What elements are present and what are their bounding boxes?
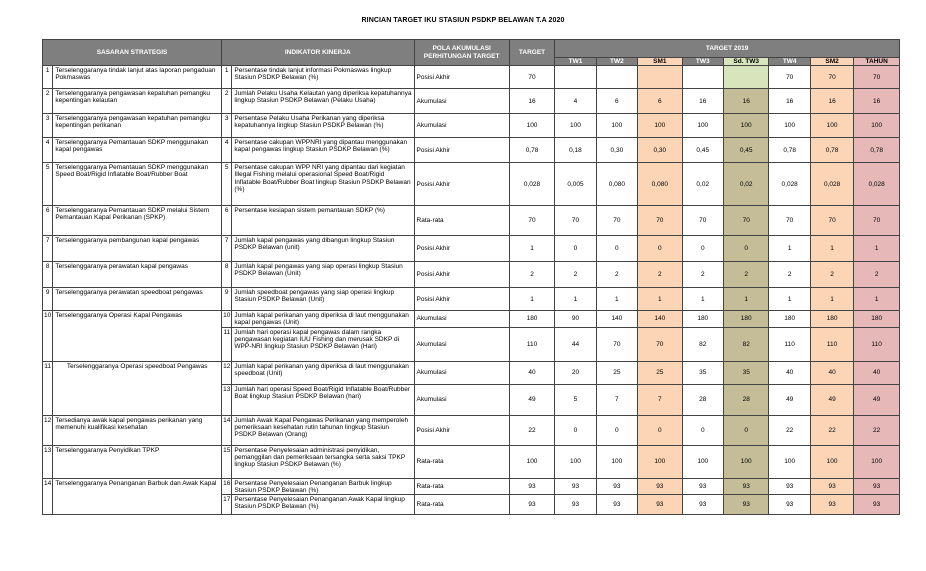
sasaran-strategis: Tersedianya awak kapal pengawas perikanan yang memenuhi kualifikasi kesehatan [53, 415, 222, 445]
value-sm1: 70 [638, 327, 683, 361]
table-row [43, 415, 900, 445]
value-tahun: 16 [854, 89, 900, 114]
value-sm2: 70 [810, 206, 853, 236]
sasaran-strategis: Terselenggaranya pengawasan kepatuhan pemangku kepentingan perikanan [53, 114, 222, 138]
value-target: 1 [509, 236, 555, 262]
value-tw3: 0,02 [682, 163, 723, 206]
header-sm1: SM1 [638, 58, 683, 66]
header-indikator: INDIKATOR KINERJA [222, 40, 415, 66]
indikator-number: 4 [222, 138, 232, 163]
value-tahun: 22 [854, 415, 900, 445]
value-tw4: 70 [769, 206, 810, 236]
pola-akumulasi: Akumulasi [414, 114, 509, 138]
pola-akumulasi: Akumulasi [414, 384, 509, 415]
value-tw4: 100 [769, 445, 810, 478]
value-target: 93 [509, 495, 555, 515]
table-row [43, 478, 900, 494]
value-tw3: 28 [682, 384, 723, 415]
value-tahun: 93 [854, 478, 900, 494]
value-sm1: 0,30 [638, 138, 683, 163]
table-row [43, 66, 900, 89]
pola-akumulasi: Akumulasi [414, 361, 509, 384]
table-row [43, 361, 900, 384]
value-tw1: 93 [555, 495, 596, 515]
table-row [43, 311, 900, 327]
indikator-kinerja: Jumlah speedboat pengawas yang siap operasi lingkup Stasiun PSDKP Belawan (Unit) [232, 288, 414, 311]
indikator-number: 8 [222, 262, 232, 288]
value-tw3: 2 [682, 262, 723, 288]
value-tw4: 180 [769, 311, 810, 327]
table-row [43, 445, 900, 478]
value-sdtw3: 0,02 [723, 163, 769, 206]
indikator-number: 14 [222, 415, 232, 445]
value-sm2: 2 [810, 262, 853, 288]
indikator-kinerja: Persentase Pelaku Usaha Perikanan yang diperiksa kepatuhannya lingkup Stasiun PSDKP Belawan (%) [232, 114, 414, 138]
indikator-kinerja: Persentase Penyelesaian Penanganan Awak Kapal lingkup Stasiun PSDKP Belawan (%) [232, 495, 414, 515]
sasaran-strategis: Terselenggaranya pembangunan kapal pengawas [53, 236, 222, 262]
value-sm2: 93 [810, 478, 853, 494]
value-tw3: 82 [682, 327, 723, 361]
value-tahun: 1 [854, 288, 900, 311]
sasaran-number: 6 [43, 206, 53, 236]
indikator-number: 1 [222, 66, 232, 89]
value-tw3: 100 [682, 114, 723, 138]
value-tw4: 49 [769, 384, 810, 415]
value-tw3: 16 [682, 89, 723, 114]
value-tw2: 6 [596, 89, 637, 114]
pola-akumulasi: Posisi Akhir [414, 262, 509, 288]
value-sdtw3: 82 [723, 327, 769, 361]
value-tahun: 0,78 [854, 138, 900, 163]
value-tw4: 0,78 [769, 138, 810, 163]
value-tw1: 1 [555, 288, 596, 311]
value-tw4: 93 [769, 495, 810, 515]
value-tw3: 0,45 [682, 138, 723, 163]
value-target: 70 [509, 66, 555, 89]
value-tw4: 1 [769, 288, 810, 311]
value-tahun: 1 [854, 236, 900, 262]
value-tw4: 1 [769, 236, 810, 262]
indikator-number: 17 [222, 495, 232, 515]
value-sm2: 1 [810, 236, 853, 262]
indikator-number: 11 [222, 327, 232, 361]
table-row [43, 89, 900, 114]
value-target: 1 [509, 288, 555, 311]
value-tw1: 44 [555, 327, 596, 361]
value-sdtw3: 100 [723, 114, 769, 138]
table-row [43, 262, 900, 288]
pola-akumulasi: Rata-rata [414, 478, 509, 494]
value-tw4: 93 [769, 478, 810, 494]
indikator-number: 16 [222, 478, 232, 494]
value-tw2: 0,080 [596, 163, 637, 206]
sasaran-strategis: Terselenggaranya tindak lanjut atas laporan pengaduan Pokmaswas [53, 66, 222, 89]
value-tw2: 100 [596, 445, 637, 478]
value-sm2: 16 [810, 89, 853, 114]
value-tw2: 93 [596, 478, 637, 494]
value-tw1: 0,005 [555, 163, 596, 206]
page-title: RINCIAN TARGET IKU STASIUN PSDKP BELAWAN T.A 2020 [361, 17, 565, 24]
value-tw1: 0 [555, 236, 596, 262]
indikator-kinerja: Jumlah kapal pengawas yang dibangun lingkup Stasiun PSDKP Belawan (unit) [232, 236, 414, 262]
value-sm1: 0,080 [638, 163, 683, 206]
value-sm2: 0,028 [810, 163, 853, 206]
table-row [43, 206, 900, 236]
value-tw2: 100 [596, 114, 637, 138]
value-tw4: 40 [769, 361, 810, 384]
pola-akumulasi: Rata-rata [414, 495, 509, 515]
table-row [43, 114, 900, 138]
table-row [43, 138, 900, 163]
value-sm1: 6 [638, 89, 683, 114]
header-target-2019: TARGET 2019 [555, 40, 900, 58]
value-sdtw3: 0 [723, 236, 769, 262]
value-sm1: 93 [638, 495, 683, 515]
sasaran-number: 9 [43, 288, 53, 311]
indikator-number: 6 [222, 206, 232, 236]
value-tw2: 0 [596, 415, 637, 445]
header-tahun: TAHUN [854, 58, 900, 66]
value-target: 22 [509, 415, 555, 445]
value-tw2: 25 [596, 361, 637, 384]
indikator-number: 13 [222, 384, 232, 415]
value-target: 16 [509, 89, 555, 114]
value-tw3: 100 [682, 445, 723, 478]
value-target: 93 [509, 478, 555, 494]
value-sm1: 2 [638, 262, 683, 288]
value-tw2: 0 [596, 236, 637, 262]
value-tw1: 100 [555, 114, 596, 138]
indikator-kinerja: Persentase Penyelesaian Penanganan Barbuk lingkup Stasiun PSDKP Belawan (%) [232, 478, 414, 494]
value-sm1: 7 [638, 384, 683, 415]
value-target: 100 [509, 445, 555, 478]
pola-akumulasi: Posisi Akhir [414, 415, 509, 445]
value-tw2: 2 [596, 262, 637, 288]
value-target: 0,028 [509, 163, 555, 206]
value-sm2: 93 [810, 495, 853, 515]
value-sm2: 180 [810, 311, 853, 327]
value-tw1: 93 [555, 478, 596, 494]
value-tahun: 180 [854, 311, 900, 327]
sasaran-number: 4 [43, 138, 53, 163]
sasaran-number: 11 [43, 361, 53, 415]
sasaran-strategis: Terselenggaranya Pemantauan SDKP menggunakan Speed Boat/Rigid Inflatable Boat/Rubber Boat [53, 163, 222, 206]
pola-akumulasi: Akumulasi [414, 311, 509, 327]
value-sm1: 100 [638, 445, 683, 478]
value-tw3 [682, 66, 723, 89]
indikator-number: 3 [222, 114, 232, 138]
value-tw4: 22 [769, 415, 810, 445]
value-sdtw3: 100 [723, 445, 769, 478]
sasaran-strategis: Terselenggaranya Penanganan Barbuk dan Awak Kapal [53, 478, 222, 514]
value-sm2: 1 [810, 288, 853, 311]
sasaran-number: 14 [43, 478, 53, 514]
header-tw3: TW3 [682, 58, 723, 66]
value-tw1: 4 [555, 89, 596, 114]
value-target: 180 [509, 311, 555, 327]
sasaran-number: 2 [43, 89, 53, 114]
value-tw1: 20 [555, 361, 596, 384]
pola-akumulasi: Posisi Akhir [414, 138, 509, 163]
iku-target-table [42, 39, 900, 515]
value-sm1: 1 [638, 288, 683, 311]
value-sdtw3: 180 [723, 311, 769, 327]
pola-akumulasi: Rata-rata [414, 445, 509, 478]
value-tw1: 70 [555, 206, 596, 236]
value-sm2: 100 [810, 445, 853, 478]
value-tw3: 180 [682, 311, 723, 327]
indikator-number: 9 [222, 288, 232, 311]
header-sm2: SM2 [810, 58, 853, 66]
value-sdtw3: 93 [723, 478, 769, 494]
value-sm2: 22 [810, 415, 853, 445]
pola-akumulasi: Rata-rata [414, 206, 509, 236]
table-row [43, 163, 900, 206]
value-tahun: 70 [854, 206, 900, 236]
pola-akumulasi: Posisi Akhir [414, 66, 509, 89]
indikator-number: 5 [222, 163, 232, 206]
indikator-kinerja: Jumlah kapal pengawas yang siap operasi lingkup Stasiun PSDKP Belawan (Unit) [232, 262, 414, 288]
value-tw3: 1 [682, 288, 723, 311]
value-tw1: 2 [555, 262, 596, 288]
value-sm1: 93 [638, 478, 683, 494]
value-tw3: 0 [682, 236, 723, 262]
indikator-kinerja: Jumlah hari operasi kapal pengawas dalam rangka pengawasan kegiatan IUU Fishing dan merusak SDKP di WPP-NRI lingkup Stasiun PSDKP Belawan (Hari) [232, 327, 414, 361]
indikator-number: 10 [222, 311, 232, 327]
pola-akumulasi: Posisi Akhir [414, 236, 509, 262]
value-tw4: 0,028 [769, 163, 810, 206]
value-sdtw3 [723, 66, 769, 89]
value-tw4: 70 [769, 66, 810, 89]
value-sm2: 0,78 [810, 138, 853, 163]
value-tahun: 0,028 [854, 163, 900, 206]
pola-akumulasi: Akumulasi [414, 89, 509, 114]
sasaran-number: 1 [43, 66, 53, 89]
header-pola: POLA AKUMULASI PERHITUNGAN TARGET [414, 40, 509, 66]
value-sm2: 110 [810, 327, 853, 361]
value-tw1: 0,18 [555, 138, 596, 163]
value-tw3: 93 [682, 495, 723, 515]
value-sm1: 0 [638, 415, 683, 445]
value-target: 100 [509, 114, 555, 138]
indikator-number: 12 [222, 361, 232, 384]
indikator-kinerja: Jumlah hari operasi Speed Boat/Rigid Inflatable Boat/Rubber Boat lingkup Stasiun PSDKP Belawan (hari) [232, 384, 414, 415]
value-sm2: 70 [810, 66, 853, 89]
value-tw2: 140 [596, 311, 637, 327]
value-target: 110 [509, 327, 555, 361]
pola-akumulasi: Posisi Akhir [414, 163, 509, 206]
value-target: 2 [509, 262, 555, 288]
indikator-number: 2 [222, 89, 232, 114]
value-tw3: 70 [682, 206, 723, 236]
value-sdtw3: 1 [723, 288, 769, 311]
value-target: 49 [509, 384, 555, 415]
value-tw2: 1 [596, 288, 637, 311]
sasaran-strategis: Terselenggaranya perawatan kapal pengawas [53, 262, 222, 288]
header-sd-tw3: Sd. TW3 [723, 58, 769, 66]
value-sm2: 49 [810, 384, 853, 415]
sasaran-number: 5 [43, 163, 53, 206]
value-sm1: 100 [638, 114, 683, 138]
indikator-kinerja: Jumlah kapal perikanan yang diperiksa di laut menggunakan speedboat (Unit) [232, 361, 414, 384]
value-tw1: 90 [555, 311, 596, 327]
sasaran-number: 13 [43, 445, 53, 478]
value-tw4: 16 [769, 89, 810, 114]
value-sm1: 140 [638, 311, 683, 327]
value-tahun: 2 [854, 262, 900, 288]
value-sm1: 25 [638, 361, 683, 384]
header-target: TARGET [509, 40, 555, 66]
indikator-kinerja: Persentase cakupan WPP NRI yang dipantau dari kegiatan Illegal Fishing melalui operasional Speed Boat/Rigid Inflatable Boat/Rubber Boat lingkup Stasiun PSDKP Belawan (%) [232, 163, 414, 206]
value-sm1: 0 [638, 236, 683, 262]
pola-akumulasi: Akumulasi [414, 327, 509, 361]
value-tahun: 40 [854, 361, 900, 384]
value-sdtw3: 93 [723, 495, 769, 515]
sasaran-strategis: Terselenggaranya Operasi speedboat Pengawas [53, 361, 222, 415]
sasaran-number: 8 [43, 262, 53, 288]
value-tw1 [555, 66, 596, 89]
header-tw4: TW4 [769, 58, 810, 66]
table-row [43, 236, 900, 262]
value-sdtw3: 16 [723, 89, 769, 114]
value-tw2 [596, 66, 637, 89]
value-tahun: 93 [854, 495, 900, 515]
sasaran-number: 12 [43, 415, 53, 445]
sasaran-strategis: Terselenggaranya Pemantauan SDKP melalui Sistem Pemantauan Kapal Perikanan (SPKP) [53, 206, 222, 236]
sasaran-strategis: Terselenggaranya Pemantauan SDKP menggunakan kapal pengawas [53, 138, 222, 163]
sasaran-strategis: Terselenggaranya perawatan speedboat pengawas [53, 288, 222, 311]
value-tw1: 0 [555, 415, 596, 445]
indikator-number: 15 [222, 445, 232, 478]
header-sasaran: SASARAN STRATEGIS [43, 40, 222, 66]
sasaran-number: 10 [43, 311, 53, 361]
indikator-kinerja: Persentase tindak lanjut informasi Pokmaswas lingkup Stasiun PSDKP Belawan (%) [232, 66, 414, 89]
value-tw3: 93 [682, 478, 723, 494]
indikator-number: 7 [222, 236, 232, 262]
value-tahun: 49 [854, 384, 900, 415]
sasaran-number: 3 [43, 114, 53, 138]
value-tw2: 7 [596, 384, 637, 415]
value-tw4: 100 [769, 114, 810, 138]
value-sdtw3: 0,45 [723, 138, 769, 163]
indikator-kinerja: Jumlah kapal perikanan yang diperiksa di laut menggunakan kapal pengawas (Unit) [232, 311, 414, 327]
indikator-kinerja: Persentase cakupan WPPNRI yang dipantau menggunakan kapal pengawas lingkup Stasiun PSDKP Belawan (%) [232, 138, 414, 163]
indikator-kinerja: Persentase kesiapan sistem pemantauan SDKP (%) [232, 206, 414, 236]
header-tw2: TW2 [596, 58, 637, 66]
sasaran-strategis: Terselenggaranya pengawasan kepatuhan pemangku kepentingan kelautan [53, 89, 222, 114]
value-tw1: 100 [555, 445, 596, 478]
value-sdtw3: 2 [723, 262, 769, 288]
value-sm1 [638, 66, 683, 89]
pola-akumulasi: Posisi Akhir [414, 288, 509, 311]
value-tw2: 0,30 [596, 138, 637, 163]
value-tahun: 100 [854, 114, 900, 138]
value-sm2: 40 [810, 361, 853, 384]
sasaran-strategis: Terselenggaranya Operasi Kapal Pengawas [53, 311, 222, 361]
value-tw4: 2 [769, 262, 810, 288]
value-tw2: 70 [596, 327, 637, 361]
value-sdtw3: 28 [723, 384, 769, 415]
indikator-kinerja: Jumlah Pelaku Usaha Kelautan yang diperiksa kepatuhannya lingkup Stasiun PSDKP Belawan (Pelaku Usaha) [232, 89, 414, 114]
value-target: 40 [509, 361, 555, 384]
value-sm1: 70 [638, 206, 683, 236]
value-tahun: 70 [854, 66, 900, 89]
table-row [43, 288, 900, 311]
indikator-kinerja: Jumlah Awak Kapal Pengawas Perikanan yang memperoleh pemeriksaan kesehatan rutin tahunan lingkup Stasiun PSDKP Belawan (Orang) [232, 415, 414, 445]
value-target: 0,78 [509, 138, 555, 163]
sasaran-number: 7 [43, 236, 53, 262]
value-tw2: 93 [596, 495, 637, 515]
value-sdtw3: 70 [723, 206, 769, 236]
value-tw4: 110 [769, 327, 810, 361]
value-tw3: 0 [682, 415, 723, 445]
value-sdtw3: 0 [723, 415, 769, 445]
value-tw1: 5 [555, 384, 596, 415]
sasaran-strategis: Terselenggaranya Penyidikan TPKP [53, 445, 222, 478]
value-sm2: 100 [810, 114, 853, 138]
value-tahun: 110 [854, 327, 900, 361]
value-sdtw3: 35 [723, 361, 769, 384]
value-tahun: 100 [854, 445, 900, 478]
value-target: 70 [509, 206, 555, 236]
header-tw1: TW1 [555, 58, 596, 66]
value-tw2: 70 [596, 206, 637, 236]
indikator-kinerja: Persentase Penyelesaian administrasi penyidikan, pemanggilan dan pemeriksaan tersangka serta saksi TPKP lingkup Stasiun PSDKP Belawan (%) [232, 445, 414, 478]
value-tw3: 35 [682, 361, 723, 384]
